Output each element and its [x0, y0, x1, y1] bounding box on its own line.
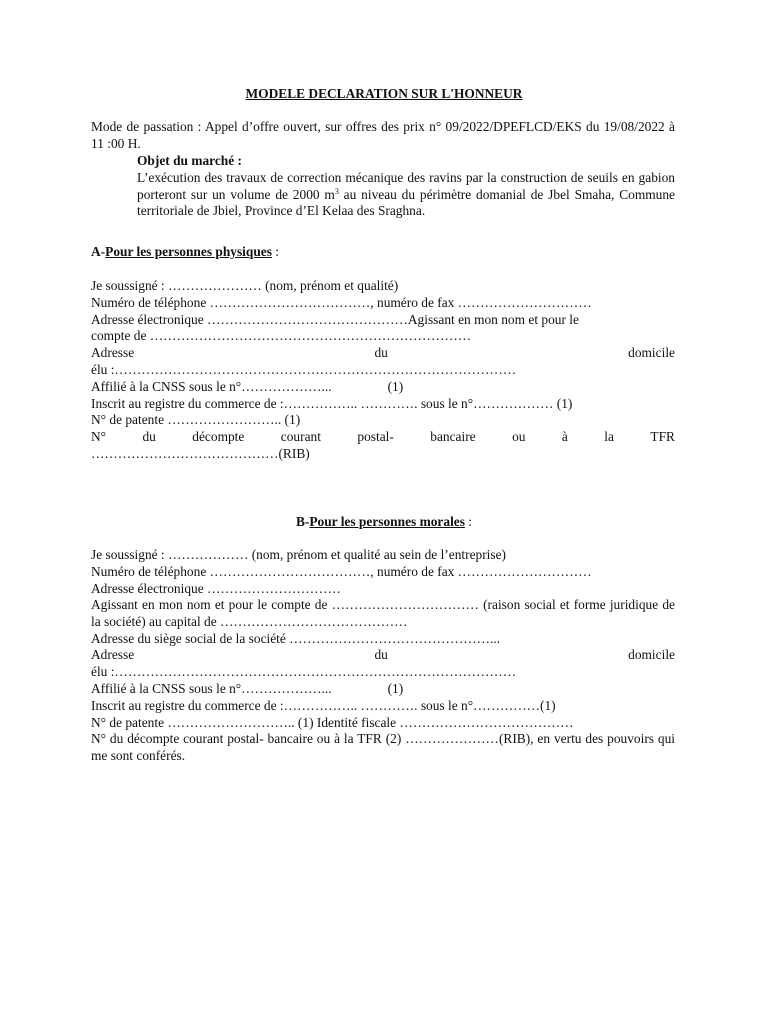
b-cnss [91, 681, 675, 698]
b-soussigne: Je soussigné : ……………… (nom, prénom et qualité au sein de l’entreprise) [91, 547, 507, 562]
b-adresse-domicile [91, 647, 675, 664]
page-title: MODELE DECLARATION SUR L'HONNEUR [245, 86, 523, 101]
b-registre-commerce: Inscrit au registre du commerce de :…………….. …………. sous le n°……………(1) [91, 697, 556, 713]
a-registre-commerce: Inscrit au registre du commerce de :…………….. …………. sous le n°……………… (1) [91, 395, 573, 411]
a-adresse-electronique [91, 312, 675, 329]
a-soussigne: Je soussigné : ………………… (nom, prénom et qualité) [91, 278, 399, 293]
b-telephone-fax: Numéro de téléphone ………………………………, numéro de fax ………………………… [91, 563, 592, 579]
a-du-word: du [374, 345, 388, 361]
b-adresse-electronique: Adresse électronique ………………………… [91, 580, 341, 596]
b-du-word: du [374, 647, 388, 663]
b-elu: élu :……………………………………………………………………………… [91, 664, 517, 680]
a-decompte-w0: N° [91, 429, 107, 445]
a-elu: élu :……………………………………………………………………………… [91, 361, 517, 377]
mode-de-passation: Mode de passation : Appel d’offre ouvert, sur offres des prix n° 09/2022/DPEFLCD/EKS du 19/08/2022 à 11 :00 H. [91, 119, 675, 151]
objet-text-part2: au niveau du périmètre domanial de Jbel Smaha, Commune territoriale de Jbiel, Province d’El Kelaa des Sraghna. [137, 186, 675, 219]
a-decompte-w2: décompte [192, 429, 245, 445]
a-adresse-domicile [91, 345, 675, 362]
a-adresse-electronique-text: Adresse électronique ………………………………………Agissant en mon nom et pour le [91, 311, 579, 327]
a-cnss [91, 379, 675, 396]
a-decompte-w7: à [561, 429, 568, 445]
section-b-prefix: B- [295, 514, 310, 529]
a-domicile-word: domicile [628, 345, 675, 361]
section-a-prefix: A- [91, 244, 106, 259]
objet-text-part1: L’exécution des travaux de correction mécanique des ravins par la construction de seuils en gabion porteront sur un volume de 2000 m [137, 170, 675, 202]
a-decompte-w9: TFR [650, 429, 675, 445]
b-patente-identite-fiscale: N° de patente ……………………….. (1) Identité fiscale ………………………………… [91, 714, 574, 730]
a-compte-de: compte de ……………………………………………………………… [91, 328, 472, 344]
a-cnss-text: Affilié à la CNSS sous le n°………………... [91, 378, 332, 394]
section-b-colon: : [464, 514, 473, 529]
a-rib: ……………………………………(RIB) [91, 445, 310, 461]
a-telephone-fax: Numéro de téléphone ………………………………, numéro de fax ………………………… [91, 294, 592, 310]
a-cnss-ref: (1) [387, 378, 404, 394]
section-a-fields [91, 278, 675, 463]
a-decompte-w5: bancaire [430, 429, 476, 445]
b-agissant: Agissant en mon nom et pour le compte de …………………………… (raison social et forme juridique de la société) au capital de …………………………………… [91, 597, 675, 629]
section-b-title: Pour les personnes morales [309, 514, 465, 529]
a-adresse-word: Adresse [91, 345, 135, 361]
b-decompte: N° du décompte courant postal- bancaire ou à la TFR (2) …………………(RIB), en vertu des pouvoirs qui me sont conférés. [91, 731, 675, 763]
section-a-title: Pour les personnes physiques [105, 244, 272, 259]
objet-label: Objet du marché : [137, 153, 243, 168]
section-b-fields [91, 547, 675, 765]
b-domicile-word: domicile [628, 647, 675, 663]
b-adresse-word: Adresse [91, 647, 135, 663]
b-siege-social: Adresse du siège social de la société ………………………………………... [91, 630, 501, 646]
b-cnss-ref: (1) [387, 680, 404, 696]
a-decompte-w6: ou [512, 429, 526, 445]
objet-text [137, 170, 675, 220]
section-a-heading [91, 244, 279, 261]
objet-superscript: 3 [334, 186, 339, 196]
a-decompte-w3: courant [280, 429, 321, 445]
section-a-colon: : [271, 244, 280, 259]
a-decompte-w8: la [604, 429, 614, 445]
a-decompte [91, 429, 675, 446]
a-patente: N° de patente …………………….. (1) [91, 412, 301, 428]
section-b-heading [0, 514, 768, 531]
b-cnss-text: Affilié à la CNSS sous le n°………………... [91, 680, 332, 696]
a-decompte-w1: du [142, 429, 156, 445]
a-decompte-w4: postal- [357, 429, 394, 445]
